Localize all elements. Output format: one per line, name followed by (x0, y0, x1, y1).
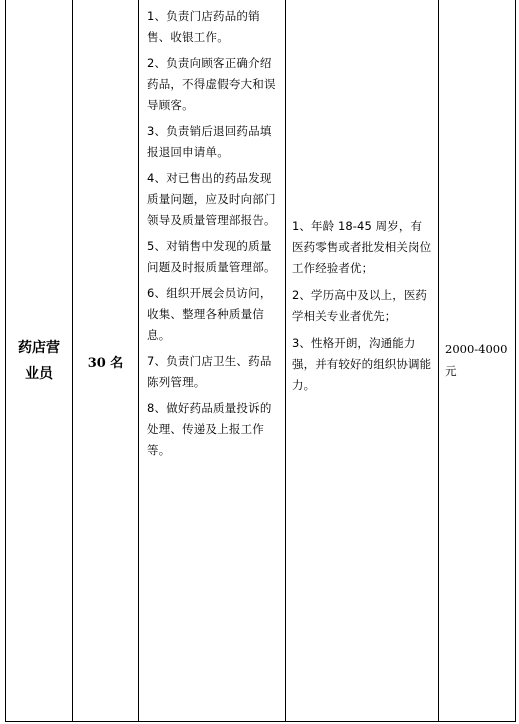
duty-item: 5、对销售中发现的质量问题及时报质量管理部。 (147, 239, 276, 274)
position-title: 药店营业员 (18, 340, 60, 382)
requirement-item: 1、年龄 18-45 周岁，有医药零售或者批发相关岗位工作经验者优； (292, 219, 432, 275)
requirement-item: 2、学历高中及以上，医药学相关专业者优先； (292, 288, 428, 323)
duty-item: 3、负责销后退回药品填报退回申请单。 (147, 124, 272, 159)
salary-value: 2000-4000 元 (445, 342, 508, 378)
duty-item: 4、对已售出的药品发现质量问题，应及时向部门领导及质量管理部报告。 (147, 171, 276, 227)
duty-item: 8、做好药品质量投诉的处理、传递及上报工作等。 (147, 401, 272, 457)
requirements-cell (286, 0, 438, 722)
headcount-cell (73, 0, 138, 722)
headcount-value: 30 名 (87, 355, 124, 371)
requirement-item: 3、性格开朗，沟通能力强，并有较好的组织协调能力。 (292, 336, 432, 392)
duty-item: 7、负责门店卫生、药品陈列管理。 (147, 354, 272, 389)
duty-item: 2、负责向顾客正确介绍药品，不得虚假夸大和误导顾客。 (147, 56, 276, 112)
duties-cell (139, 0, 285, 722)
position-cell (6, 0, 72, 722)
duty-item: 1、负责门店药品的销售、收银工作。 (147, 9, 260, 44)
salary-cell (439, 0, 516, 722)
duty-item: 6、组织开展会员访问，收集、整理各种质量信息。 (147, 286, 272, 342)
